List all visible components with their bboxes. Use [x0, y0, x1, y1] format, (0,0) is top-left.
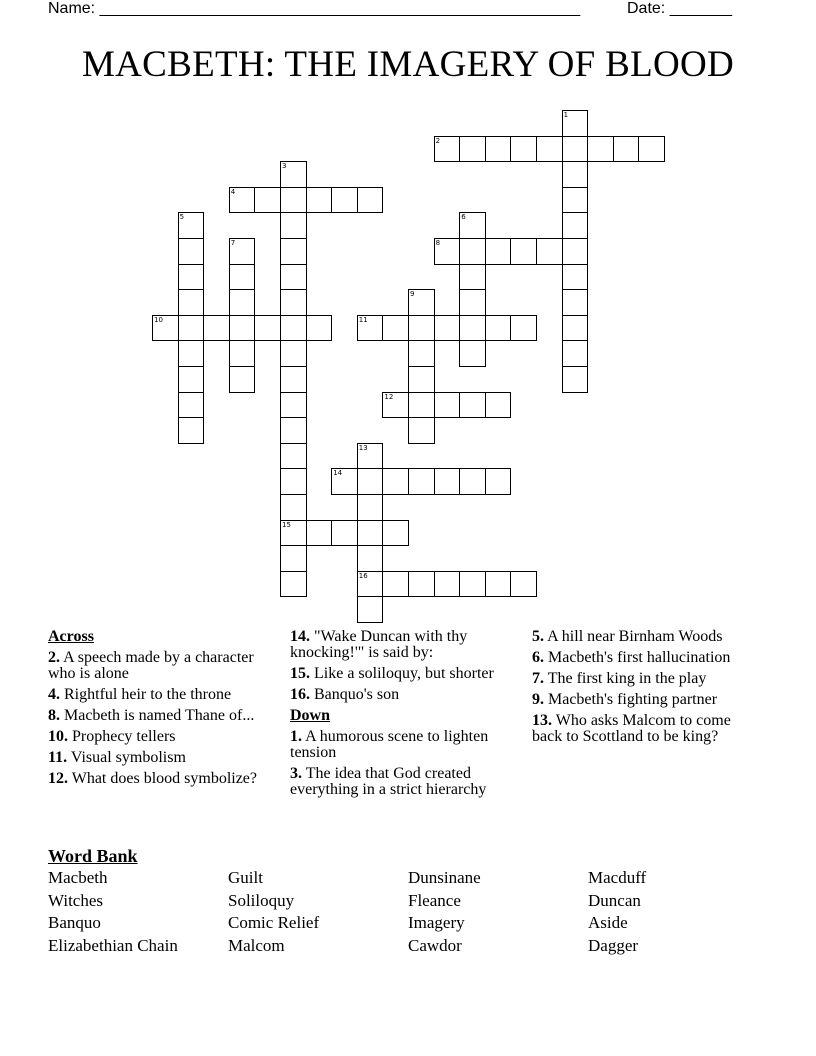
crossword-cell[interactable]	[280, 289, 307, 316]
clue-down-6: 6. Macbeth's first hallucination	[532, 649, 731, 666]
crossword-cell[interactable]	[485, 392, 512, 419]
word-bank-item: Malcom	[228, 936, 285, 955]
crossword-cell[interactable]	[485, 238, 512, 265]
crossword-cell[interactable]	[280, 417, 307, 444]
word-bank-item: Fleance	[408, 891, 461, 910]
crossword-cell[interactable]	[510, 571, 537, 598]
across-heading: Across	[48, 628, 94, 645]
crossword-cell[interactable]	[357, 596, 384, 623]
clue-across-14: 14. "Wake Duncan with thy knocking!'" is said by:	[290, 628, 468, 661]
clue-number: 6	[461, 213, 466, 222]
crossword-cell[interactable]	[229, 289, 256, 316]
crossword-cell[interactable]	[280, 443, 307, 470]
word-bank-item: Dagger	[588, 936, 639, 955]
crossword-cell[interactable]	[280, 571, 307, 598]
crossword-cell[interactable]	[434, 136, 461, 163]
crossword-cell[interactable]	[408, 315, 435, 342]
crossword-cell[interactable]	[459, 264, 486, 291]
clue-across-16: 16. Banquo's son	[290, 686, 400, 703]
crossword-cell[interactable]	[562, 289, 589, 316]
crossword-cell[interactable]	[434, 571, 461, 598]
clues-column-1	[48, 629, 278, 792]
crossword-cell[interactable]	[178, 315, 205, 342]
crossword-cell[interactable]	[408, 468, 435, 495]
word-bank-item: Macbeth	[48, 868, 108, 887]
crossword-cell[interactable]	[178, 340, 205, 367]
crossword-cell[interactable]	[331, 520, 358, 547]
clue-number: 7	[230, 239, 236, 247]
clue-number: 4	[230, 187, 236, 196]
word-bank-item: Comic Relief	[228, 913, 320, 932]
crossword-cell[interactable]	[459, 238, 486, 265]
crossword-cell[interactable]	[229, 340, 256, 367]
clue-down-3: 3. The idea that God created everything in a strict hierarchy	[290, 765, 487, 798]
crossword-cell[interactable]	[280, 161, 307, 188]
crossword-cell[interactable]	[459, 212, 486, 239]
clue-number: 15	[282, 520, 291, 529]
crossword-cell[interactable]	[382, 520, 409, 547]
crossword-cell[interactable]	[357, 187, 384, 214]
crossword-cell[interactable]	[280, 340, 307, 367]
crossword-cell[interactable]	[408, 366, 435, 393]
clues-column-3	[532, 629, 762, 750]
clue-number: 10	[154, 315, 163, 324]
crossword-cell[interactable]	[459, 289, 486, 316]
clue-number: 11	[358, 315, 368, 324]
clue-number: 12	[384, 392, 394, 401]
clue-across-11: 11. Visual symbolism	[48, 749, 186, 766]
clue-number: 16	[358, 571, 368, 580]
word-bank-item: Cawdor	[408, 936, 462, 955]
crossword-cell[interactable]	[382, 571, 409, 598]
clue-down-13: 13. Who asks Malcom to come back to Scottland to be king?	[532, 712, 731, 745]
clue-down-1: 1. A humorous scene to lighten tension	[290, 728, 489, 761]
clue-number: 8	[435, 239, 441, 247]
crossword-cell[interactable]	[459, 468, 486, 495]
crossword-cell[interactable]	[562, 110, 589, 137]
crossword-cell[interactable]	[485, 315, 512, 342]
crossword-cell[interactable]	[562, 264, 589, 291]
clue-number: 5	[179, 213, 185, 222]
crossword-cell[interactable]	[562, 340, 589, 367]
crossword-cell[interactable]	[434, 238, 461, 265]
clue-across-2: 2. A speech made by a character who is alone	[48, 649, 254, 682]
clue-down-5: 5. A hill near Birnham Woods	[532, 628, 723, 645]
word-bank-item: Elizabethian Chain	[48, 936, 178, 955]
crossword-cell[interactable]	[178, 289, 205, 316]
crossword-cell[interactable]	[562, 238, 589, 265]
word-bank-item: Guilt	[228, 868, 263, 887]
word-bank-item: Soliloquy	[228, 891, 295, 910]
clue-across-10: 10. Prophecy tellers	[48, 728, 176, 745]
crossword-cell[interactable]	[229, 187, 256, 214]
crossword-cell[interactable]	[408, 417, 435, 444]
crossword-cell[interactable]	[408, 340, 435, 367]
crossword-cell[interactable]	[382, 468, 409, 495]
clue-number: 1	[563, 111, 569, 119]
word-bank-heading: Word Bank	[48, 846, 138, 866]
crossword-cell[interactable]	[434, 315, 461, 342]
crossword-cell[interactable]	[382, 392, 409, 419]
crossword-cell[interactable]	[357, 315, 384, 342]
crossword-cell[interactable]	[178, 212, 205, 239]
crossword-cell[interactable]	[203, 315, 230, 342]
crossword-cell[interactable]	[408, 392, 435, 419]
clue-across-12: 12. What does blood symbolize?	[48, 770, 258, 787]
crossword-cell[interactable]	[331, 468, 358, 495]
crossword-cell[interactable]	[178, 366, 205, 393]
crossword-cell[interactable]	[562, 136, 589, 163]
down-heading: Down	[290, 707, 331, 724]
crossword-cell[interactable]	[178, 238, 205, 265]
crossword-cell[interactable]	[280, 264, 307, 291]
crossword-cell[interactable]	[510, 315, 537, 342]
crossword-cell[interactable]	[562, 161, 589, 188]
crossword-cell[interactable]	[510, 238, 537, 265]
clue-across-8: 8. Macbeth is named Thane of...	[48, 707, 255, 724]
crossword-cell[interactable]	[485, 571, 512, 598]
crossword-cell[interactable]	[280, 187, 307, 214]
crossword-cell[interactable]	[357, 468, 384, 495]
word-bank-item: Banquo	[48, 913, 101, 932]
crossword-cell[interactable]	[280, 392, 307, 419]
crossword-cell[interactable]	[638, 136, 665, 163]
crossword-cell[interactable]	[587, 136, 614, 163]
crossword-cell[interactable]	[254, 315, 281, 342]
crossword-cell[interactable]	[536, 136, 563, 163]
crossword-cell[interactable]	[280, 212, 307, 239]
word-bank-item: Duncan	[588, 891, 641, 910]
crossword-cell[interactable]	[408, 289, 435, 316]
crossword-cell[interactable]	[510, 136, 537, 163]
crossword-cell[interactable]	[178, 264, 205, 291]
crossword-cell[interactable]	[306, 520, 333, 547]
crossword-cell[interactable]	[254, 187, 281, 214]
clue-number: 3	[282, 162, 287, 171]
crossword-cell[interactable]	[306, 187, 333, 214]
clue-number: 2	[435, 136, 441, 145]
word-bank-item: Dunsinane	[408, 868, 481, 887]
clue-number: 13	[358, 443, 368, 452]
crossword-cell[interactable]	[562, 187, 589, 214]
clue-number: 9	[410, 290, 415, 299]
date-field[interactable]: Date: _______	[627, 0, 732, 17]
crossword-cell[interactable]	[178, 392, 205, 419]
clue-down-9: 9. Macbeth's fighting partner	[532, 691, 718, 708]
crossword-cell[interactable]	[357, 520, 384, 547]
crossword-cell[interactable]	[357, 443, 384, 470]
word-bank-item: Witches	[48, 891, 104, 910]
crossword-cell[interactable]	[280, 366, 307, 393]
crossword-cell[interactable]	[382, 315, 409, 342]
clue-down-7: 7. The first king in the play	[532, 670, 707, 687]
crossword-cell[interactable]	[280, 545, 307, 572]
crossword-cell[interactable]	[152, 315, 179, 342]
crossword-cell[interactable]	[280, 520, 307, 547]
crossword-cell[interactable]	[562, 315, 589, 342]
crossword-cell[interactable]	[178, 417, 205, 444]
crossword-cell[interactable]	[485, 136, 512, 163]
crossword-cell[interactable]	[306, 315, 333, 342]
crossword-cell[interactable]	[562, 212, 589, 239]
crossword-cell[interactable]	[562, 366, 589, 393]
clues-column-2	[290, 629, 522, 803]
crossword-cell[interactable]	[357, 571, 384, 598]
crossword-cell[interactable]	[459, 340, 486, 367]
crossword-cell[interactable]	[357, 494, 384, 521]
crossword-cell[interactable]	[331, 187, 358, 214]
crossword-cell[interactable]	[229, 238, 256, 265]
crossword-cell[interactable]	[434, 468, 461, 495]
crossword-cell[interactable]	[459, 136, 486, 163]
crossword-cell[interactable]	[357, 545, 384, 572]
crossword-cell[interactable]	[536, 238, 563, 265]
word-bank-item: Imagery	[408, 913, 465, 932]
clue-number: 14	[333, 469, 343, 478]
crossword-cell[interactable]	[459, 315, 486, 342]
clue-across-15: 15. Like a soliloquy, but shorter	[290, 665, 494, 682]
clue-across-4: 4. Rightful heir to the throne	[48, 686, 232, 703]
crossword-cell[interactable]	[229, 264, 256, 291]
crossword-cell[interactable]	[280, 494, 307, 521]
crossword-cell[interactable]	[459, 392, 486, 419]
crossword-cell[interactable]	[459, 571, 486, 598]
crossword-cell[interactable]	[280, 468, 307, 495]
crossword-cell[interactable]	[613, 136, 640, 163]
crossword-cell[interactable]	[280, 315, 307, 342]
crossword-cell[interactable]	[280, 238, 307, 265]
crossword-cell[interactable]	[485, 468, 512, 495]
crossword-cell[interactable]	[229, 366, 256, 393]
name-field[interactable]: Name: ______________________________________________________	[48, 0, 581, 17]
word-bank-item: Macduff	[588, 868, 647, 887]
crossword-cell[interactable]	[434, 392, 461, 419]
page-title: MACBETH: THE IMAGERY OF BLOOD	[81, 44, 735, 85]
word-bank-item: Aside	[588, 913, 628, 932]
crossword-cell[interactable]	[408, 571, 435, 598]
crossword-cell[interactable]	[229, 315, 256, 342]
